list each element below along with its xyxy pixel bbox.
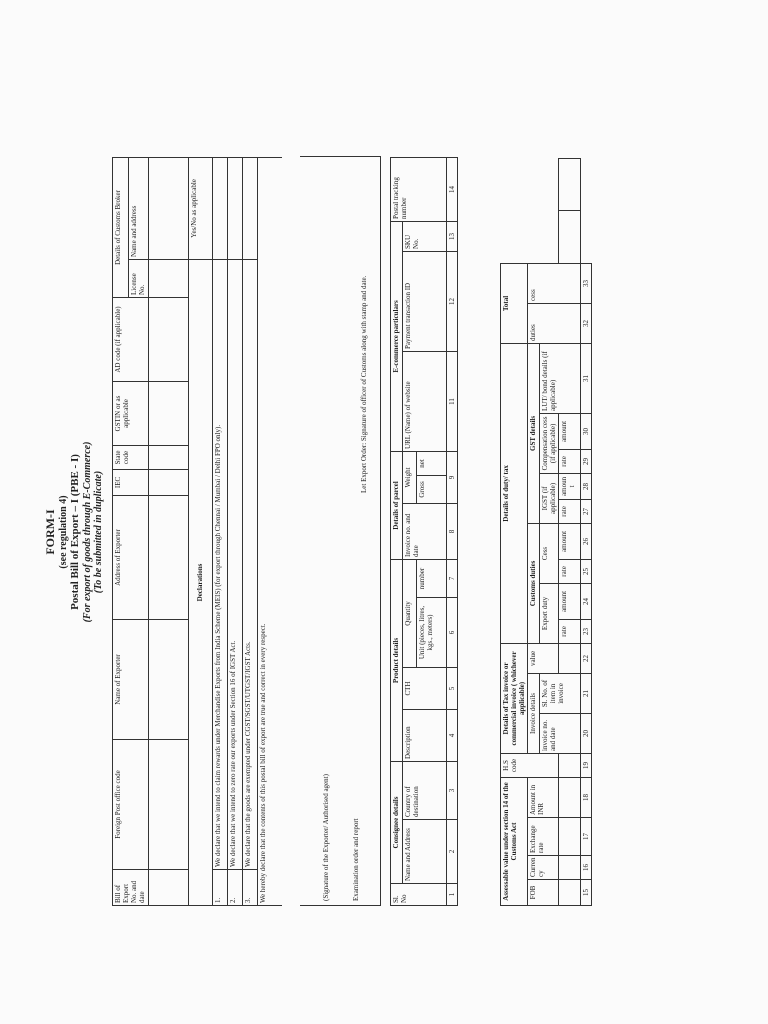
tracking-header: Postal tracking number (391, 157, 447, 221)
column-number: 30 (581, 413, 592, 449)
column-number: 6 (447, 597, 458, 667)
country-header: Country of destination (403, 761, 447, 819)
column-number: 9 (447, 451, 458, 503)
product-details-header: Product details (391, 559, 403, 761)
gst-details-header: GST details (528, 343, 540, 523)
column-number: 26 (581, 523, 592, 559)
form-title: Postal Bill of Export – I (PBE - I) (69, 454, 82, 610)
signature-block (300, 156, 381, 906)
license-no-header: License No. (129, 260, 149, 298)
sl-no-item-header: Sl. No. of item in invoice (540, 673, 581, 713)
rate-header: rate (559, 499, 581, 523)
declaration-text: We declare that we intend to claim rewards under Merchandise Exports from India Scheme (MEIS) (for export through Chennai / Mumbai / Delhi FPO only). (213, 260, 228, 870)
column-number: 22 (581, 643, 592, 673)
column-number: 1 (447, 884, 458, 906)
invoice-details-header: Invoice details (528, 673, 540, 753)
invoice-no-header: invoice no. and date (540, 713, 581, 753)
form-number: FORM-I (43, 509, 57, 555)
amount-header: amoun t (559, 473, 581, 499)
declaration-number: 1. (213, 870, 228, 906)
amount-header: amount (559, 523, 581, 559)
amount-inr-header: Amount in INR (528, 777, 559, 817)
examination-label: Examination order and report (352, 818, 360, 901)
ad-code-header: AD code (if applicable) (113, 298, 149, 382)
iec-header: IEC (113, 470, 149, 496)
number-header: number (417, 559, 447, 597)
cess-header: Cess (540, 523, 559, 583)
assessable-header: Assessable value under section 14 of the Customs Act (501, 777, 528, 905)
declaration-row (213, 157, 228, 905)
hs-code-header: H.S code (501, 753, 559, 777)
broker-name-header: Name and address (129, 157, 149, 259)
column-number: 33 (581, 263, 592, 303)
fob-header: FOB (528, 880, 559, 906)
column-number: 25 (581, 559, 592, 583)
declaration-answer (243, 157, 258, 259)
column-number: 19 (581, 753, 592, 777)
column-number: 2 (447, 820, 458, 884)
exchange-header: Exchange rate (528, 818, 559, 856)
total-header: Total (501, 263, 528, 343)
gstin-header: GSTIN or as applicable (113, 382, 149, 446)
postal-bill-form-sheet (44, 152, 724, 912)
name-exporter-header: Name of Exporter (113, 620, 149, 740)
duty-tax-header: Details of duty/ tax (501, 343, 528, 643)
declarations-title: Declarations (189, 260, 213, 906)
form-note: (To be submitted in duplicate) (93, 470, 105, 594)
rate-header: rate (559, 559, 581, 583)
weight-header: Weight (403, 451, 417, 503)
currency-header: Curren cy (528, 856, 559, 880)
column-number: 17 (581, 818, 592, 856)
amount-header: amount (559, 413, 581, 449)
tax-invoice-header: Details of Tax invoice or commercial invoice ( whichever applicable) (501, 643, 528, 753)
column-number: 24 (581, 583, 592, 619)
unit-header: Unit (pieces, litres, kgs., meters) (417, 597, 447, 667)
column-number: 18 (581, 777, 592, 817)
customs-broker-header: Details of Customs Broker (113, 157, 129, 297)
foreign-post-header: Foreign Post office code (113, 740, 149, 870)
yes-no-header: Yes/No as applicable (189, 157, 213, 259)
igst-header: IGST (if applicable) (540, 473, 559, 523)
rate-header: rate (559, 449, 581, 473)
column-number: 3 (447, 761, 458, 819)
bill-no-header: Bill of Export No. and date (113, 870, 149, 906)
column-number: 12 (447, 251, 458, 351)
column-number: 15 (581, 880, 592, 906)
form-regulation: (see regulation 4) (57, 495, 69, 569)
duty-details-table (500, 158, 592, 906)
column-number: 5 (447, 667, 458, 709)
product-details-table (390, 157, 458, 906)
form-header (44, 152, 105, 912)
payment-header: Payment transaction ID (403, 251, 447, 351)
let-export-order-label: Let Export Order: Signature of officer of Customs along with stamp and date. (360, 275, 368, 493)
hereby-declaration: We hereby declare that the contents of this postal bill of export are true and correct in every respect. (258, 157, 282, 905)
url-header: URL (Name) of website (403, 351, 447, 451)
declaration-row (243, 157, 258, 905)
parcel-details-header: Details of parcel (391, 451, 403, 559)
exporter-signature-label: (Signature of the Exporter/ Authorised agent) (322, 774, 330, 901)
consignee-header: Consignee details (391, 761, 403, 883)
gross-header: Gross (417, 475, 447, 503)
declaration-text: We declare that the goods are exempted under CGST/SGST/UTGST/IGST Acts. (243, 260, 258, 870)
column-number: 29 (581, 449, 592, 473)
column-number-row (447, 157, 458, 905)
column-number: 7 (447, 559, 458, 597)
export-duty-header: Export duty (540, 583, 559, 643)
lut-header: LUT/ bond details (if applicable) (540, 343, 581, 413)
column-number: 4 (447, 709, 458, 761)
column-number: 28 (581, 473, 592, 499)
declaration-number: 3. (243, 870, 258, 906)
column-number: 8 (447, 503, 458, 559)
column-number: 14 (447, 157, 458, 221)
total-cess-header: cess (528, 263, 581, 303)
column-number: 31 (581, 343, 592, 413)
description-header: Description (403, 709, 447, 761)
state-code-header: State code (113, 446, 149, 470)
comp-cess-header: Compensation cess (if applicable) (540, 413, 559, 473)
column-number: 16 (581, 856, 592, 880)
value-header: value (528, 643, 559, 673)
form-subtitle: (For export of goods through E-Commerce) (81, 441, 93, 623)
total-duties-header: duties (528, 303, 581, 343)
declaration-row (228, 157, 243, 905)
sl-no-header: Sl. No (391, 884, 447, 906)
declaration-text: We declare that we intend to zero rate our exports under Section 16 of IGST Act. (228, 260, 243, 870)
column-number: 27 (581, 499, 592, 523)
quantity-header: Quantity (403, 559, 417, 667)
rate-header: rate (559, 619, 581, 643)
invoice-header: Invoice no. and date (403, 503, 447, 559)
exporter-details-table (112, 157, 282, 906)
name-address-header: Name and Address (403, 820, 447, 884)
column-number: 23 (581, 619, 592, 643)
customs-duties-header: Customs duties (528, 523, 540, 643)
column-number-row (581, 159, 592, 906)
column-number: 20 (581, 713, 592, 753)
cth-header: CTH (403, 667, 447, 709)
address-exporter-header: Address of Exporter (113, 496, 149, 620)
column-number: 13 (447, 221, 458, 251)
column-number: 21 (581, 673, 592, 713)
column-number: 11 (447, 351, 458, 451)
amount-header: amount (559, 583, 581, 619)
declaration-answer (228, 157, 243, 259)
net-header: net (417, 451, 447, 475)
declaration-answer (213, 157, 228, 259)
sku-header: SKU No. (403, 221, 447, 251)
column-number: 32 (581, 303, 592, 343)
declaration-number: 2. (228, 870, 243, 906)
ecommerce-header: E-commerce particulars (391, 221, 403, 451)
